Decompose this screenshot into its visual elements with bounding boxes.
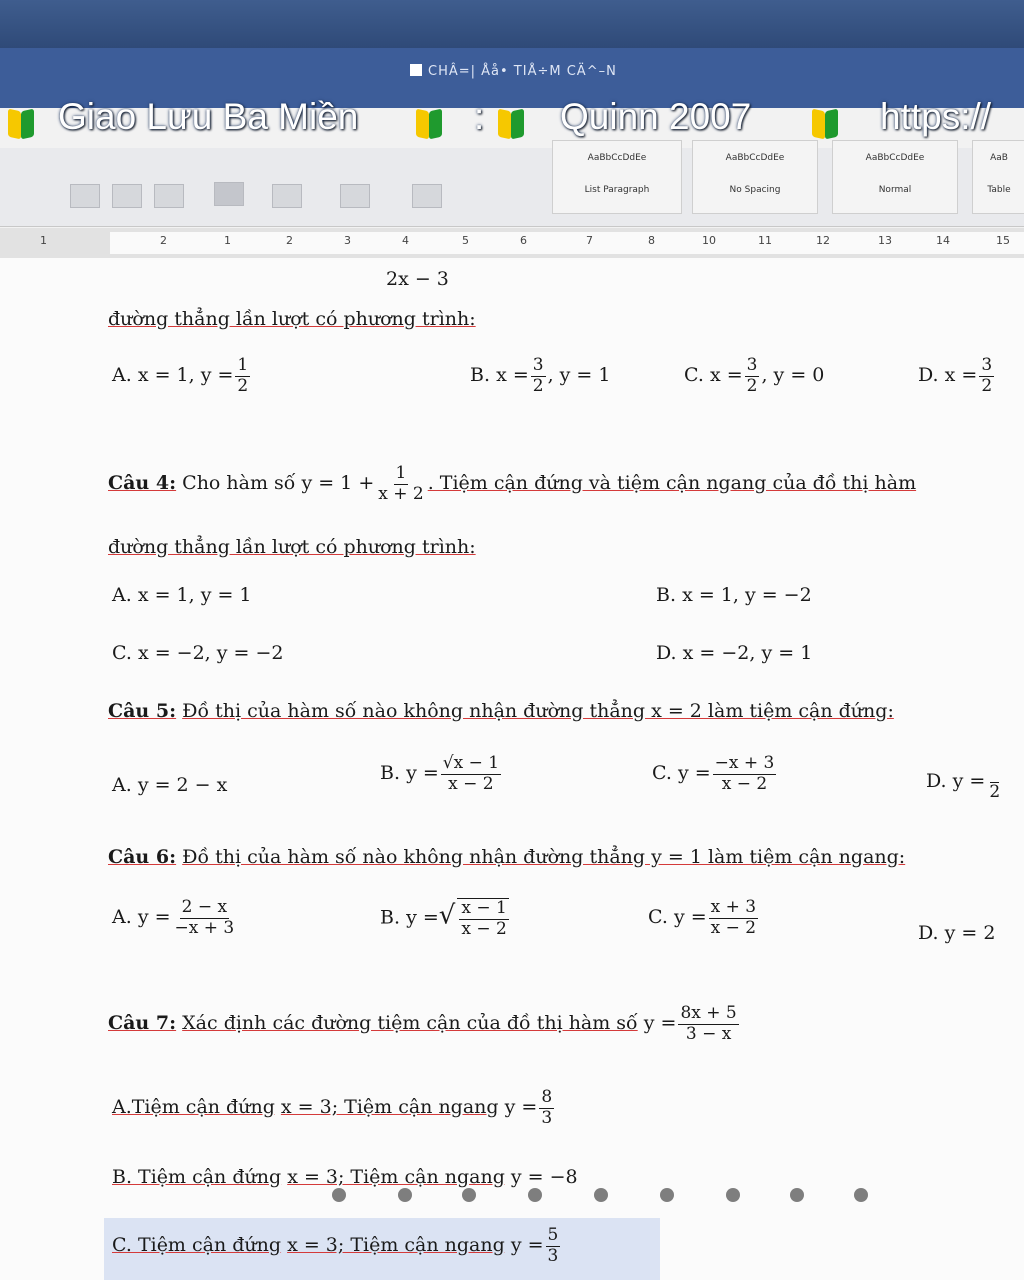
ruler-number: 10 <box>702 234 716 247</box>
style-preview: AaBbCcDdEe <box>865 153 925 163</box>
overlay-url: https:// <box>880 96 992 137</box>
q5-option-c: C. y = $\frac{-x + 3}{x - 2}$ <box>652 753 775 794</box>
browser-top-bar <box>0 0 1024 48</box>
q4-stem: Câu 4: Cho hàm số y = 1 + $\frac{1}{x + 2}$ . Tiệm cận đứng và tiệm cận ngang của đồ thị hàm <box>108 463 917 504</box>
q4-option-b: B. x = 1, y = −2 <box>656 584 812 606</box>
dot <box>332 1188 346 1202</box>
style-preview: AaBbCcDdEe <box>587 153 647 163</box>
ruler-number: 2 <box>286 234 293 247</box>
dot <box>594 1188 608 1202</box>
ruler-number: 7 <box>586 234 593 247</box>
dot <box>790 1188 804 1202</box>
ruler-number: 8 <box>648 234 655 247</box>
q7-stem: Câu 7: Xác định các đường tiệm cận của đồ thị hàm số y = $\frac{8x + 5}{3 - x}$ <box>108 1003 737 1044</box>
horizontal-ruler[interactable] <box>0 228 1024 259</box>
dot <box>462 1188 476 1202</box>
ruler-number: 11 <box>758 234 772 247</box>
q6-option-c: C. y = $\frac{x + 3}{x - 2}$ <box>648 897 757 938</box>
style-preview: AaB <box>990 153 1008 163</box>
q3-top-denominator: 2x − 3 <box>386 268 449 290</box>
justify-button[interactable] <box>214 182 244 206</box>
q3-line2: đường thẳng lần lượt có phương trình: <box>108 308 476 330</box>
q6-option-b: B. y =√ $\frac{x - 1}{x - 2}$ <box>380 898 507 939</box>
shading-button[interactable] <box>340 184 370 208</box>
q5-stem: Câu 5: Đồ thị của hàm số nào không nhận đường thẳng x = 2 làm tiệm cận đứng: <box>108 700 894 722</box>
ruler-number: 2 <box>160 234 167 247</box>
ruler-number: 4 <box>402 234 409 247</box>
q3-option-c: C. x = $\frac{3}{2}$ , y = 0 <box>684 355 825 396</box>
ruler-number: 3 <box>344 234 351 247</box>
overlay-channel: Giao Lưu Ba Miền <box>58 96 359 137</box>
align-left-button[interactable] <box>70 184 100 208</box>
dot <box>726 1188 740 1202</box>
q3-option-a: A. x = 1, y = $\frac{1}{2}$ <box>112 355 249 396</box>
stream-overlay <box>0 96 1024 156</box>
ruler-number: 12 <box>816 234 830 247</box>
style-name: No Spacing <box>729 185 781 195</box>
overlay-separator: : <box>474 96 485 137</box>
ruler-number: 14 <box>936 234 950 247</box>
style-preview: AaBbCcDdEe <box>725 153 785 163</box>
q4-option-a: A. x = 1, y = 1 <box>112 584 252 606</box>
q6-stem: Câu 6: Đồ thị của hàm số nào không nhận đường thẳng y = 1 làm tiệm cận ngang: <box>108 846 906 868</box>
q3-option-d: D. x = $\frac{3}{2}$ <box>918 355 993 396</box>
dot <box>398 1188 412 1202</box>
q5-option-a: A. y = 2 − x <box>112 774 228 796</box>
dot <box>660 1188 674 1202</box>
align-center-button[interactable] <box>112 184 142 208</box>
q7-option-b: B. Tiệm cận đứng x = 3; Tiệm cận ngang y = −8 <box>112 1166 578 1188</box>
style-name: List Paragraph <box>584 185 650 195</box>
line-spacing-button[interactable] <box>272 184 302 208</box>
overlay-author: Quinn 2007 <box>560 96 752 137</box>
q3-option-b: B. x = $\frac{3}{2}$ , y = 1 <box>470 355 611 396</box>
document-title <box>410 64 617 79</box>
ruler-number: 6 <box>520 234 527 247</box>
dot <box>854 1188 868 1202</box>
document-title-text: CHÂ=| Åå• TIÅ÷M CÄ^–N <box>428 64 617 79</box>
ruler-number: 1 <box>224 234 231 247</box>
ruler-number: 13 <box>878 234 892 247</box>
style-name: Table <box>987 185 1011 195</box>
ruler-number: 1 <box>40 234 47 247</box>
q4-option-d: D. x = −2, y = 1 <box>656 642 813 664</box>
q7-option-c: C. Tiệm cận đứng x = 3; Tiệm cận ngang y = $\frac{5}{3}$ <box>112 1225 559 1266</box>
q5-option-b: B. y = $\frac{√x - 1}{x - 2}$ <box>380 753 500 794</box>
dot <box>528 1188 542 1202</box>
ruler-number: 5 <box>462 234 469 247</box>
q6-option-a: A. y = $\frac{2 - x}{-x + 3}$ <box>112 897 235 938</box>
q7-option-a: A.Tiệm cận đứng x = 3; Tiệm cận ngang y = $\frac{8}{3}$ <box>112 1087 553 1128</box>
q5-option-d: D. y = 2 <box>926 762 1004 802</box>
q6-option-d: D. y = 2 <box>918 922 996 944</box>
ruler-number: 15 <box>996 234 1010 247</box>
save-icon[interactable] <box>410 64 422 76</box>
style-name: Normal <box>878 185 912 195</box>
align-right-button[interactable] <box>154 184 184 208</box>
q4-option-c: C. x = −2, y = −2 <box>112 642 284 664</box>
q4-line2: đường thẳng lần lượt có phương trình: <box>108 536 476 558</box>
borders-button[interactable] <box>412 184 442 208</box>
